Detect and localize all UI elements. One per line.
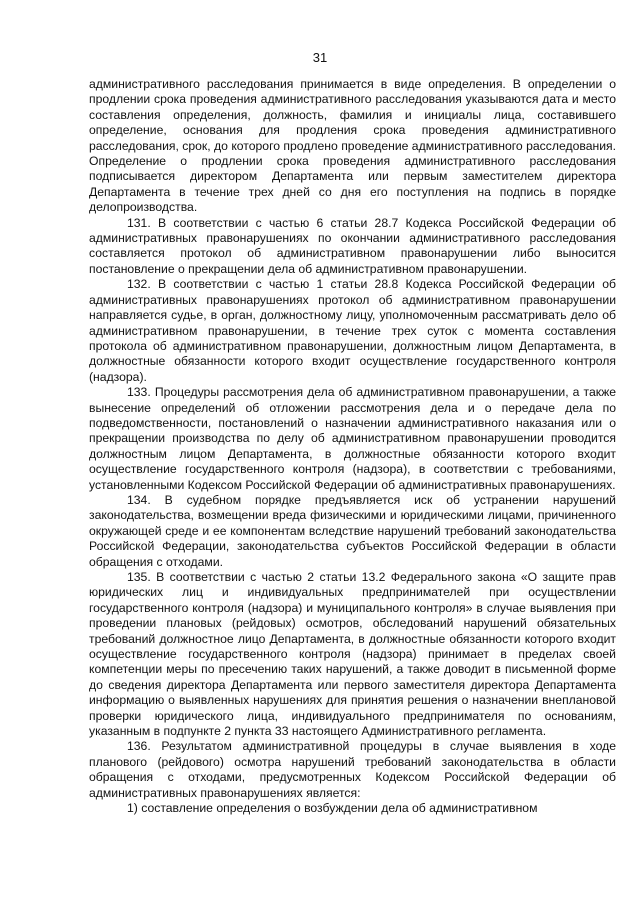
paragraph-number: 133. bbox=[127, 385, 151, 400]
paragraph-number: 136. bbox=[127, 739, 151, 754]
paragraph-text: В соответствии с частью 1 статьи 28.8 Кодекса Российской Федерации об административных правонарушениях протокол об административном правонарушении направляется судье, в орган, должностному лицу, уполномоченным рассматривать дело об административном правонарушении, в течение трех суток с момента составления протокола об административном правонарушении, должностным лицом Департамента, в должностные обязанности которого входит осуществление государственного контроля (надзора). bbox=[89, 277, 616, 384]
paragraph-text: В судебном порядке предъявляется иск об устранении нарушений законодательства, возмещении вреда физическими и юридическими лицами, причиненного окружающей среде и ее компонентам вследствие нарушений требований законодательства Российской Федерации, законодательства субъектов Российской Федерации в области обращения с отходами. bbox=[89, 492, 616, 569]
list-item-number: 1) bbox=[127, 801, 138, 816]
paragraph-number: 134. bbox=[127, 492, 151, 507]
page-number: 31 bbox=[312, 50, 328, 65]
list-item-text: составление определения о возбуждении дела об административном bbox=[141, 801, 538, 816]
paragraph-number: 132. bbox=[127, 277, 151, 292]
paragraph-text: Процедуры рассмотрения дела об административном правонарушении, а также вынесение определений об отложении рассмотрения дела и о передаче дела по подведомственности, постановлений о назначении административного наказания или о прекращении производства по делу об административном правонарушении проводится должностным лицом Департамента, в должностные обязанности которого входит осуществление государственного контроля (надзора), в соответствии с требованиями, установленными Кодексом Российской Федерации об административных правонарушениях. bbox=[89, 385, 617, 492]
document-body bbox=[89, 77, 616, 817]
paragraph-text: В соответствии с частью 2 статьи 13.2 Федерального закона «О защите прав юридических лиц и индивидуальных предпринимателей при осуществлении государственного контроля (надзора) и муниципального контроля» в случае выявления при проведении плановых (рейдовых) осмотров, обследований нарушений обязательных требований должностное лицо Департамента, в должностные обязанности которого входит осуществление государственного контроля (надзора) принимает в пределах своей компетенции меры по пресечению таких нарушений, а также доводит в письменной форме до сведения директора Департамента или первого заместителя директора Департамента информацию о выявленных нарушениях для принятия решения о назначении внеплановой проверки юридического лица, индивидуального предпринимателя по основаниям, указанным в подпункте 2 пункта 33 настоящего Административного регламента. bbox=[89, 570, 616, 739]
paragraph-text: В соответствии с частью 6 статьи 28.7 Кодекса Российской Федерации об административных правонарушениях по окончании административного расследования составляется протокол об административном правонарушении либо выносится постановление о прекращении дела об административном правонарушении. bbox=[89, 215, 616, 276]
paragraph-number: 135. bbox=[127, 570, 151, 584]
paragraph-text: административного расследования принимается в виде определения. В определении о продлении срока проведения административного расследования указываются дата и место составления определения, должность, фамилия и инициалы лица, составившего определение, основания для продления срока проведения административного расследования, срок, до которого продлено проведение административного расследования. Определение о продлении срока проведения административного расследования подписывается директором Департамента или первым заместителем директора Департамента в течение трех дней со дня его поступления на подпись в порядке делопроизводства. bbox=[89, 77, 616, 215]
paragraph-131 bbox=[89, 216, 616, 278]
paragraph-text: Результатом административной процедуры в случае выявления в ходе планового (рейдового) осмотра нарушений требований законодательства в области обращения с отходами, предусмотренных Кодексом Российской Федерации об административных правонарушениях является: bbox=[89, 739, 616, 800]
paragraph-135 bbox=[89, 570, 616, 739]
paragraph-134 bbox=[89, 493, 616, 570]
paragraph-136 bbox=[89, 739, 616, 801]
paragraph-continuation bbox=[89, 77, 616, 216]
list-item-1 bbox=[89, 801, 616, 816]
paragraph-133 bbox=[89, 385, 616, 493]
paragraph-number: 131. bbox=[127, 215, 151, 230]
paragraph-132 bbox=[89, 277, 616, 385]
